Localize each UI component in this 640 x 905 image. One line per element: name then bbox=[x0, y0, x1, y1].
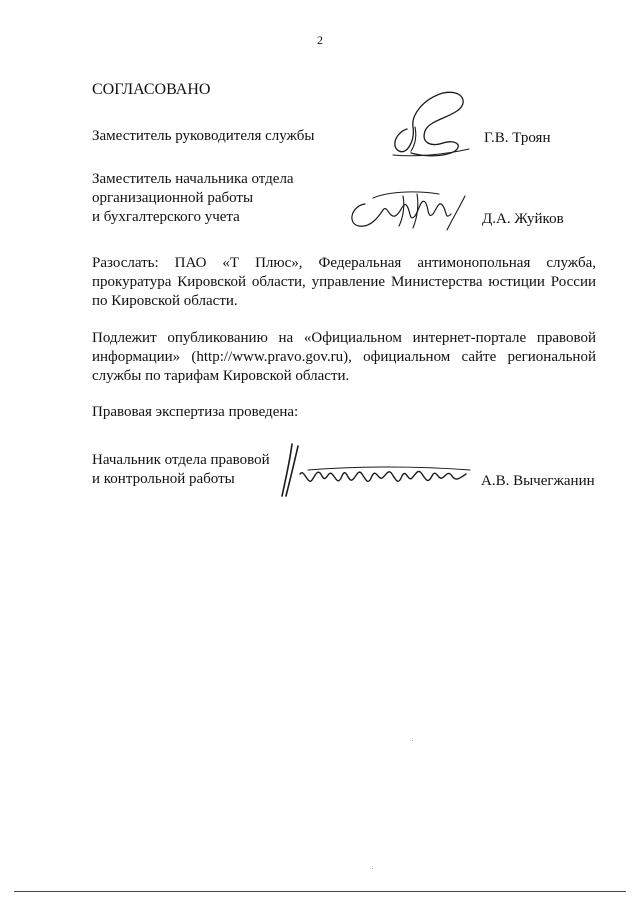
bottom-edge-line bbox=[14, 891, 626, 892]
legal-review-heading: Правовая экспертиза проведена: bbox=[92, 404, 299, 420]
signer-2-position-line-2: организационной работы bbox=[92, 190, 254, 206]
distribution-paragraph: Разослать: ПАО «Т Плюс», Федеральная антимонопольная служба, прокуратура Кировской области, управление Министерства юстиции России по Кировской области. bbox=[92, 255, 596, 309]
legal-review-name: А.В. Вычегжанин bbox=[481, 473, 595, 489]
page-number: 2 bbox=[317, 33, 323, 47]
signer-1-position: Заместитель руководителя службы bbox=[92, 128, 315, 144]
signer-2-position-line-1: Заместитель начальника отдела bbox=[92, 171, 294, 187]
legal-review-position-line-1: Начальник отдела правовой bbox=[92, 452, 270, 468]
signer-2-name: Д.А. Жуйков bbox=[482, 211, 564, 227]
approval-heading: СОГЛАСОВАНО bbox=[92, 81, 211, 98]
scan-speck bbox=[412, 740, 413, 741]
signer-2-position-line-3: и бухгалтерского учета bbox=[92, 209, 240, 225]
legal-review-position-line-2: и контрольной работы bbox=[92, 471, 235, 487]
signer-1-name: Г.В. Троян bbox=[484, 130, 551, 146]
signature-troyan bbox=[385, 85, 475, 163]
publication-paragraph: Подлежит опубликованию на «Официальном интернет-портале правовой информации» (http://www.pravo.gov.ru), официальном сайте региональной службы по тарифам Кировской области. bbox=[92, 330, 596, 384]
signature-zhuykov bbox=[343, 188, 473, 238]
signature-vychegzhanin bbox=[278, 440, 473, 500]
scan-speck bbox=[372, 868, 373, 869]
